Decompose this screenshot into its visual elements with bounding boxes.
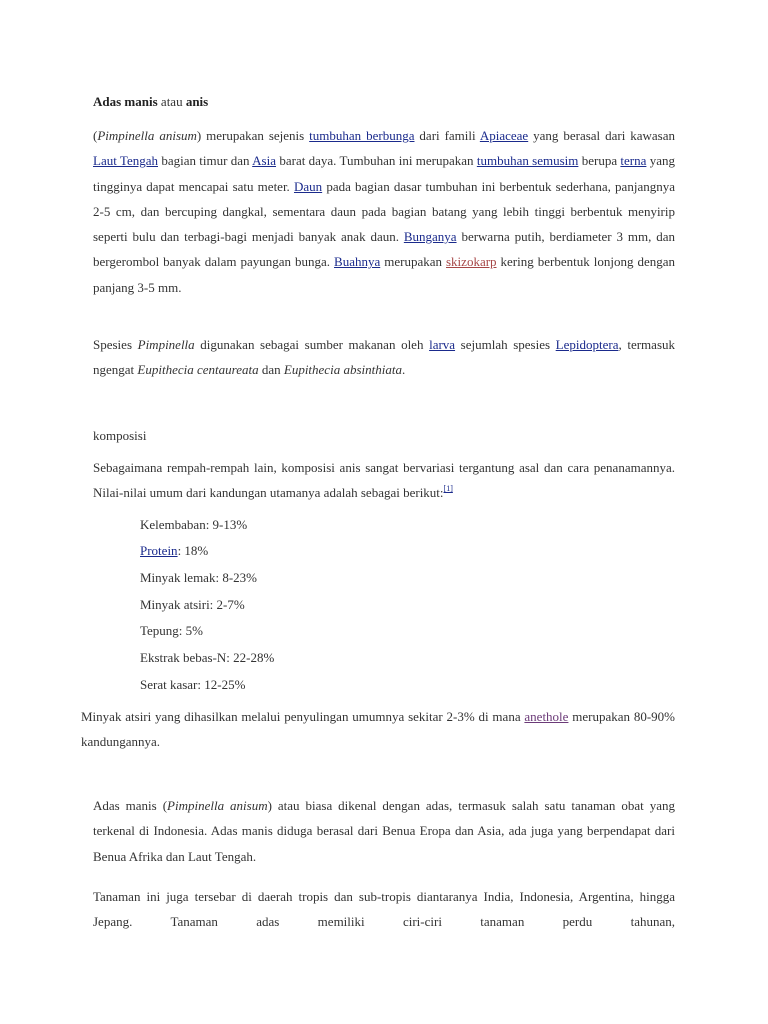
- p1-text-5: barat daya. Tumbuhan ini merupakan: [276, 153, 477, 169]
- p2-text-3: sejumlah spesies: [455, 337, 556, 352]
- link-protein[interactable]: Protein: [140, 543, 178, 558]
- p5-text-2: ) atau biasa dikenal dengan adas, termasuk salah satu tanaman obat yang terkenal di Indonesia. Adas manis diduga berasal dari Benua Eropa dan Asia, ada juga yang berpendapat dari Benua Afrika dan Laut Tengah.: [93, 798, 676, 864]
- link-anethole[interactable]: anethole: [524, 709, 569, 724]
- p2-italic-eupithecia-centaureata: Eupithecia centaureata: [137, 362, 259, 378]
- p5-text-1: Adas manis (: [93, 798, 168, 813]
- p2-text-6: .: [401, 362, 406, 378]
- paragraph-tanaman: Tanaman ini juga tersebar di daerah tropis dan sub-tropis diantaranya India, Indonesia, Argentina, hingga Jepang. Tanaman adas memiliki ciri-ciri tanaman perdu tahunan,: [93, 889, 675, 930]
- p2-text-1: Spesies: [93, 337, 138, 352]
- link-daun[interactable]: Daun: [293, 178, 323, 194]
- p1-text-10: merupakan: [380, 254, 446, 270]
- page-title: [93, 93, 208, 111]
- p1-text-4: bagian timur dan: [158, 153, 253, 169]
- list-item-minyak-lemak: Minyak lemak: 8-23%: [140, 570, 257, 585]
- paragraph-intro: [93, 123, 675, 300]
- link-skizokarp[interactable]: skizokarp: [446, 254, 497, 270]
- link-laut-tengah[interactable]: Laut Tengah: [93, 153, 158, 169]
- link-bunganya[interactable]: Bunganya: [403, 229, 457, 245]
- section-heading-komposisi: komposisi: [93, 428, 147, 443]
- link-asia[interactable]: Asia: [252, 153, 277, 169]
- paragraph-komposisi: [93, 455, 675, 506]
- p2-text-4: , termasuk ngengat: [93, 337, 676, 378]
- p1-text-1: ) merupakan sejenis: [196, 128, 310, 143]
- p4-text-2: merupakan 80-90% kandungannya.: [81, 709, 675, 750]
- p1-text-11: kering berbentuk lonjong dengan panjang 3-5 mm.: [93, 254, 675, 295]
- list-item-minyak-atsiri: Minyak atsiri: 2-7%: [140, 597, 245, 612]
- link-buahnya[interactable]: Buahnya: [334, 254, 381, 270]
- p1-text-8: pada bagian dasar tumbuhan ini berbentuk sederhana, panjangnya 2-5 cm, dan bercuping dangkal, sementara daun pada bagian batang yang lebih tinggi berbentuk menyirip seperti bulu dan terbagi-bagi menjadi banyak anak daun.: [93, 178, 675, 245]
- link-tumbuhan-semusim[interactable]: tumbuhan semusim: [476, 153, 579, 169]
- link-lepidoptera[interactable]: Lepidoptera: [555, 337, 619, 352]
- p1-text-3: yang berasal dari kawasan: [528, 128, 675, 143]
- p4-text-1: Minyak atsiri yang dihasilkan melalui penyulingan umumnya sekitar 2-3% di mana: [81, 709, 525, 724]
- paragraph-adas-manis: [93, 793, 675, 869]
- list-item-kelembaban: Kelembaban: 9-13%: [140, 517, 248, 532]
- link-terna[interactable]: terna: [620, 153, 647, 169]
- list-item-ekstrak: Ekstrak bebas-N: 22-28%: [140, 650, 275, 665]
- link-tumbuhan-berbunga[interactable]: tumbuhan berbunga: [309, 128, 415, 143]
- p2-italic-pimpinella: Pimpinella: [137, 337, 195, 352]
- p1-italic-pimpinella-anisum: Pimpinella anisum: [97, 128, 197, 143]
- list-item-protein: [140, 542, 208, 560]
- list-item-protein-value: : 18%: [177, 543, 209, 558]
- list-item-tepung: Tepung: 5%: [140, 623, 203, 638]
- p1-text-7: yang tingginya dapat mencapai satu meter.: [93, 153, 676, 194]
- p2-text-2: digunakan sebagai sumber makanan oleh: [194, 337, 430, 352]
- link-apiaceae[interactable]: Apiaceae: [479, 128, 529, 143]
- p1-open-paren: (: [93, 128, 98, 143]
- paragraph-minyak-atsiri: [81, 704, 675, 755]
- p2-text-5: dan: [258, 362, 284, 378]
- reference-link-1[interactable]: [1]: [443, 484, 453, 494]
- p5-italic-pimpinella-anisum: Pimpinella anisum: [167, 798, 268, 813]
- title-bold-anis: anis: [185, 94, 209, 109]
- title-bold-adas-manis: Adas manis: [93, 94, 158, 109]
- paragraph-spesies: [93, 332, 675, 383]
- p1-text-6: berupa: [578, 153, 621, 169]
- p3-text: Sebagaimana rempah-rempah lain, komposisi anis sangat bervariasi tergantung asal dan cara penanamannya. Nilai-nilai umum dari kandungan utamanya adalah sebagai berikut:: [93, 460, 675, 501]
- link-larva[interactable]: larva: [429, 337, 456, 352]
- title-atau: atau: [160, 94, 183, 109]
- list-item-serat-kasar: Serat kasar: 12-25%: [140, 677, 246, 692]
- p1-text-2: dari famili: [414, 128, 480, 143]
- p2-italic-eupithecia-absinthiata: Eupithecia absinthiata: [283, 362, 402, 378]
- p1-text-9: berwarna putih, berdiameter 3 mm, dan bergerombol banyak dalam payungan bunga.: [93, 229, 675, 270]
